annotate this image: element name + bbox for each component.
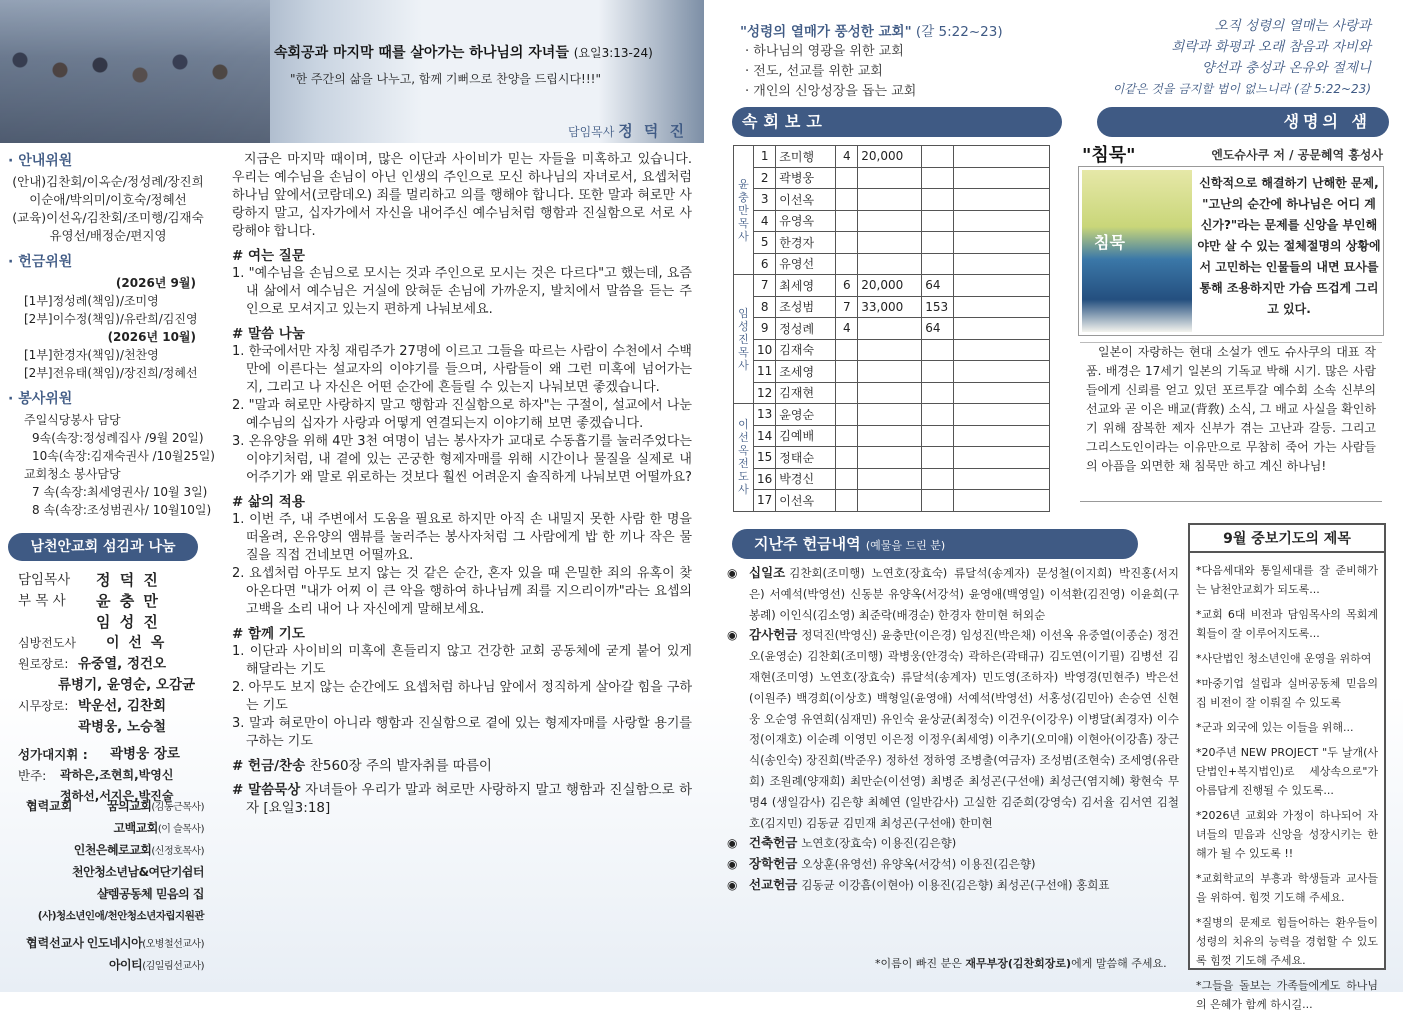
prayer-item: *마중기업 설립과 실버공동체 믿음의집 비전이 잘 이뤄질 수 있도록: [1196, 677, 1378, 709]
staff-row: 담임목사 정 덕 진: [18, 571, 160, 589]
prayer-title: 9월 중보기도의 제목: [1190, 525, 1384, 553]
guide-line: (교육)이선옥/김찬회/조미행/김재숙: [12, 210, 204, 225]
report-cell: 곽병웅: [776, 167, 836, 189]
report-cell: [954, 468, 1050, 490]
prayer-item: *사단법인 청소년인애 운영을 위하여: [1196, 652, 1372, 665]
prayer-item: *군과 외국에 있는 이들을 위해...: [1196, 721, 1354, 734]
report-cell: 20,000: [858, 146, 922, 168]
report-row: [734, 210, 1050, 232]
report-cell: 한경자: [776, 232, 836, 254]
report-cell: [922, 253, 954, 275]
verse-line: 오직 성령의 열매는 사랑과: [1214, 18, 1371, 34]
partner-row: 협력교회 꿈의교회(김동근목사): [26, 799, 204, 813]
guide-line: 이순애/박의미/이호숙/정혜선: [29, 192, 187, 207]
report-cell: [836, 189, 858, 211]
report-cell: 20,000: [858, 275, 922, 297]
report-cell: 9: [754, 318, 776, 340]
report-cell: 박경신: [776, 468, 836, 490]
report-cell: [836, 167, 858, 189]
report-row: [734, 189, 1050, 211]
prayer-item: *그들을 돌보는 가족들에게도 하나님의 은혜가 함께 하시길...: [1196, 979, 1378, 1011]
staff-list: [18, 570, 204, 807]
report-cell: [858, 210, 922, 232]
section-item: 1. "예수님을 손님으로 모시는 것과 주인으로 모시는 것은 다르다"고 했는데, 요즘 내 삶에서 예수님은 거실에 앉혀둔 손님에 가까운지, 발치에서 말씀을 듣는 주인으로 모셔지고 있는지 편하게 나눠보세요.: [232, 266, 692, 317]
staff-row: 심방전도사 이 선 옥: [18, 635, 167, 651]
report-row: [734, 318, 1050, 340]
report-cell: [954, 210, 1050, 232]
section-heading: # 함께 기도: [232, 626, 305, 642]
report-cell: 5: [754, 232, 776, 254]
staff-row: 임 성 진: [96, 613, 160, 631]
report-cell: 16: [754, 468, 776, 490]
report-cell: [954, 318, 1050, 340]
report-cell: [922, 447, 954, 469]
report-cell: [922, 468, 954, 490]
motto-item: · 개인의 신앙성장을 돕는 교회: [745, 82, 916, 102]
report-cell: 64: [922, 318, 954, 340]
report-cell: [858, 425, 922, 447]
report-row: [734, 425, 1050, 447]
staff-row: 반주: 곽하은,조현희,박영신: [18, 768, 174, 783]
report-row: [734, 232, 1050, 254]
motto-list: [745, 42, 916, 102]
report-cell: 김재숙: [776, 339, 836, 361]
month-label: (2026년 10월): [107, 330, 196, 344]
guide-line: (안내)김찬회/이옥순/정성례/장진희: [12, 174, 204, 189]
staff-row: 성가대지휘 : 곽병웅 장로: [18, 746, 180, 762]
money-heading: · 헌금위원: [8, 253, 208, 271]
section-item: 1. 이번 주, 내 주변에서 도움을 필요로 하지만 아직 손 내밀지 못한 사람 한 명을 떠올려, 온유양의 앰뷰를 눌러주는 봉사자처럼 그 사람에게 밥 한 끼나 작은 물질을 직접 건네보면 어떨까요.: [232, 512, 692, 563]
serve-line: 교회청소 봉사담당: [24, 467, 121, 481]
report-cell: 최세영: [776, 275, 836, 297]
hymn-line: # 헌금/찬송 찬560장 주의 발자취를 따름이: [232, 758, 492, 774]
report-cell: [954, 361, 1050, 383]
report-cell: 15: [754, 447, 776, 469]
report-cell: [922, 232, 954, 254]
report-cell: 8: [754, 296, 776, 318]
staff-row: 부 목 사 윤 충 만: [18, 592, 160, 610]
report-cell: 4: [754, 210, 776, 232]
money-line: [1부]정성례(책임)/조미영: [24, 294, 159, 308]
report-cell: [922, 425, 954, 447]
offering-title: 지난주 헌금내역 (예물을 드린 분): [732, 529, 1138, 559]
report-row: [734, 253, 1050, 275]
offering-item: ◉ 감사헌금 정덕진(박영신) 윤충만(이은경) 임성진(박은채) 이선옥 유중열(이종순) 정건오(윤영순) 김찬회(조미행) 곽병웅(안경숙) 곽하은(곽태규) 김도연(이기필) 김병선 김재현(조미영) 노연호(장효숙) 류달석(송계자) 민도영(조하자) 박영경(민현주) 박은선(이원주) 백경희(이상호) 백형일(윤영애) 서예석(박영선) 서홍성(김민아) 손승연 신현웅 오순영 유연희(심재민) 유인숙 윤상균(최정숙) 이건우(이강우) 이병달(최경자) 이수정(이재호) 이순례 이영민 이은정 이정우(최세영) 이추기(오미애) 이현아(이강흠) 장근식(송인숙) 장진희(박준우) 정하선 정하영 조병출(여금자) 조성범(조현숙) 조세영(유란희) 조원례(양재희) 최만순(이선영) 최병준 최성곤(구선애) 최성근(염지혜) 황현숙 무명4 (생일감사) 김은향 최혜연 (일반감사) 고실한 김준희(강영숙) 김서율 김서연 김철호(김지민) 김동균 김민재 최성곤(구선애) 한미현: [725, 625, 1179, 833]
report-cell: 7: [836, 296, 858, 318]
report-row: [734, 447, 1050, 469]
report-cell: [954, 189, 1050, 211]
report-row: [734, 339, 1050, 361]
report-cell: 정태순: [776, 447, 836, 469]
report-cell: [836, 468, 858, 490]
report-cell: 3: [754, 189, 776, 211]
report-cell: 64: [922, 275, 954, 297]
report-cell: 조성범: [776, 296, 836, 318]
report-cell: [836, 210, 858, 232]
report-cell: [954, 404, 1050, 426]
lesson-subtitle: "한 주간의 삶을 나누고, 함께 기뻐으로 찬양을 드립시다!!!": [290, 72, 602, 86]
report-cell: [836, 490, 858, 512]
report-cell: [922, 339, 954, 361]
report-cell: 유영옥: [776, 210, 836, 232]
congregation-photo: [0, 0, 270, 143]
partner-row: 고백교회(이 슬목사): [113, 821, 204, 835]
verse-line: 희락과 화평과 오래 참음과 자비와: [1171, 39, 1371, 55]
report-cell: [954, 167, 1050, 189]
partner-row: 샬렘공동체 믿음의 집: [96, 887, 204, 901]
report-row: [734, 275, 1050, 297]
report-row: [734, 167, 1050, 189]
partner-list: [26, 796, 204, 977]
report-cell: 10: [754, 339, 776, 361]
report-cell: [954, 275, 1050, 297]
report-cell: [858, 404, 922, 426]
prayer-item: *2026년 교회와 가정이 하나되어 자녀들의 믿음과 신앙을 성장시키는 한 해가 될 수 있도록 !!: [1196, 809, 1378, 860]
report-cell: [954, 296, 1050, 318]
life-title: 생명의 샘: [1097, 107, 1389, 137]
prayer-item: *다음세대와 통일세대를 잘 준비해가는 남천안교회가 되도록...: [1196, 564, 1378, 596]
staff-row: 원로장로: 유중열, 정건오: [18, 656, 167, 672]
church-motto: "성령의 열매가 풍성한 교회" (갈 5:22~23): [740, 24, 1003, 40]
report-cell: [954, 425, 1050, 447]
partner-row: 아이티(김일림선교사): [108, 958, 204, 972]
report-cell: 김예배: [776, 425, 836, 447]
report-row: [734, 296, 1050, 318]
report-cell: [858, 468, 922, 490]
report-row: [734, 404, 1050, 426]
report-cell: 13: [754, 404, 776, 426]
report-cell: [954, 447, 1050, 469]
partner-row: 천안청소년남&여단기쉼터: [72, 865, 204, 879]
section-heading: # 말씀 나눔: [232, 326, 305, 342]
serve-line: 주일식당봉사 담당: [24, 413, 121, 427]
money-line: [2부]전유태(책임)/장진희/정혜선: [24, 366, 198, 380]
report-cell: 김재현: [776, 382, 836, 404]
prayer-item: *20주년 NEW PROJECT "두 날개(사단법인+복지법인)로 세상속으로"가 아름답게 진행될 수 있도록...: [1196, 746, 1378, 797]
report-cell: 6: [836, 275, 858, 297]
group-report-table: [733, 145, 1050, 512]
report-cell: [922, 382, 954, 404]
report-cell: [836, 232, 858, 254]
book-meta: 엔도슈사쿠 저 / 공문혜역 홍성사: [1211, 148, 1383, 162]
report-cell: [836, 361, 858, 383]
section-item: 2. "말과 혀로만 사랑하지 말고 행함과 진실함으로 하자"는 구절이, 설교에서 나눈 예수님의 십자가 사랑과 어떻게 연결되는지 이야기해 보면 좋겠습니다.: [232, 398, 692, 431]
report-cell: 7: [754, 275, 776, 297]
section-heading: # 여는 질문: [232, 248, 305, 264]
staff-row: 시무장로: 박운선, 김찬회: [18, 698, 167, 714]
serve-heading: · 봉사위원: [8, 390, 208, 408]
serve-line: 7 속(속장:최세영권사/ 10월 3일): [32, 485, 208, 499]
report-cell: [954, 232, 1050, 254]
offering-item: ◉ 십일조 김찬회(조미행) 노연호(장효숙) 류달석(송계자) 문성철(이지희) 박진홍(서지은) 서예석(박영선) 신동분 유양옥(서강석) 윤영애(백영일) 이석환(김진영) 이윤희(구봉례) 이인식(김소영) 최준락(배경순) 한경자 한미현 허외순: [725, 563, 1179, 625]
section-heading: # 삶의 적용: [232, 494, 305, 510]
prayer-list: [1190, 553, 1384, 1014]
report-cell: 4: [836, 318, 858, 340]
prayer-item: *교회 6대 비전과 담임목사의 목회계획들이 잘 이루어지도록...: [1196, 608, 1378, 640]
money-line: [2부]이수정(책임)/유란희/김진영: [24, 312, 198, 326]
report-row: [734, 361, 1050, 383]
section-item: 2. 아무도 보지 않는 순간에도 요셉처럼 하나님 앞에서 정직하게 살아갈 힘을 구하는 기도: [232, 680, 692, 713]
fruits-verse: [1113, 16, 1371, 100]
report-cell: 조세영: [776, 361, 836, 383]
offering-item: ◉ 선교헌금 김동균 이강흠(이현아) 이용진(김은향) 최성곤(구선애) 홍희표: [725, 875, 1179, 896]
report-cell: [954, 490, 1050, 512]
report-cell: 6: [754, 253, 776, 275]
report-cell: [954, 339, 1050, 361]
guide-line: 유영선/배정순/편지영: [49, 228, 167, 243]
month-label: (2026년 9월): [115, 276, 196, 290]
section-item: 2. 요셉처럼 아무도 보지 않는 것 같은 순간, 혼자 있을 때 은밀한 죄의 유혹이 찾아온다면 "내가 어찌 이 큰 악을 행하여 하나님께 죄를 지으리이까"라는 요셉의 고백을 소리 내어 나 자신에게 말해보세요.: [232, 566, 692, 617]
verse-line: 양선과 충성과 온유와 절제니: [1201, 60, 1371, 76]
church-badge: 남천안교회 섬김과 나눔: [8, 533, 198, 561]
report-cell: [836, 404, 858, 426]
report-row: [734, 382, 1050, 404]
staff-row: 류병기, 윤영순, 오감균: [58, 677, 196, 693]
report-cell: 정성례: [776, 318, 836, 340]
report-group-label: 임 성 진 목 사: [734, 275, 754, 404]
report-cell: [836, 339, 858, 361]
report-cell: 12: [754, 382, 776, 404]
staff-row: 곽병웅, 노승철: [78, 719, 167, 735]
report-cell: 1: [754, 146, 776, 168]
intro-paragraph: 지금은 마지막 때이며, 많은 이단과 사이비가 믿는 자들을 미혹하고 있습니다. 우리는 예수님을 손님이 아닌 인생의 주인으로 모신 하나님의 자녀로서, 요셉처럼 하나님 앞에서(코람데오) 죄를 멀리하고 의를 행해야 합니다. 또한 말과 혀로만 사랑하지 말고, 십자가에서 자신을 내어주신 예수님처럼 행함과 진실함으로 서로 사랑해야 합니다.: [232, 152, 692, 239]
prayer-box: [1188, 523, 1386, 1011]
staff-row: 정하선,서지은,박진술: [60, 789, 174, 803]
serve-line: 9속(속장:정성례집사 /9월 20일): [32, 431, 204, 445]
book-description: 일본이 자랑하는 현대 소설가 엔도 슈사쿠의 대표 작품. 배경은 17세기 일본의 기독교 박해 시기. 많은 사람들에게 신뢰를 얻고 있던 포르투갈 예수회 소속 신부의 선교와 곧 이은 배교(背敎) 소식, 그 배교 사실을 확인하기 위해 잠복한 제자 신부가 겪는 고난과 갈등. 그리고 그리스도인이라는 이유만으로 무참히 죽어 가는 사람들의 아픔을 외면한 채 침묵만 하고 계신 하나님!: [1080, 342, 1382, 502]
report-cell: 이선옥: [776, 490, 836, 512]
prayer-item: *교회학교의 부흥과 학생들과 교사들을 위하여. 힘껏 기도해 주세요.: [1196, 872, 1378, 904]
report-cell: 14: [754, 425, 776, 447]
report-cell: [858, 382, 922, 404]
report-cell: [954, 146, 1050, 168]
report-cell: 11: [754, 361, 776, 383]
book-blurb: 신학적으로 해결하기 난해한 문제, "고난의 순간에 하나님은 어디 계신가?"라는 문제를 신앙을 부인해야만 살 수 있는 절체절명의 상황에서 고민하는 인물들의 내면 묘사를 통해 조용하지만 가슴 뜨겁게 그리고 있다.: [1197, 176, 1381, 316]
pastor-credit: 담임목사 정 덕 진: [568, 122, 688, 140]
book-title: "침묵": [1082, 145, 1136, 166]
report-cell: 153: [922, 296, 954, 318]
report-cell: [922, 361, 954, 383]
report-cell: [858, 232, 922, 254]
report-cell: [858, 447, 922, 469]
report-group-label: 윤 충 만 목 사: [734, 146, 754, 275]
partner-row: 인천은혜로교회(신정호목사): [73, 843, 204, 857]
report-cell: [836, 382, 858, 404]
money-line: [1부]한경자(책임)/천찬영: [24, 348, 159, 362]
report-cell: [954, 382, 1050, 404]
report-row: [734, 490, 1050, 512]
report-cell: [954, 253, 1050, 275]
report-cell: 윤영순: [776, 404, 836, 426]
report-title: 속회보고: [732, 107, 1062, 137]
report-cell: [836, 447, 858, 469]
offering-item: ◉ 장학헌금 오상훈(유영선) 유양옥(서강석) 이용진(김은향): [725, 854, 1179, 875]
lesson-title: 속회공과 마지막 때를 살아가는 하나님의 자녀들 (요일3:13-24): [274, 45, 653, 61]
report-cell: [922, 167, 954, 189]
lesson-body: [232, 151, 692, 817]
report-cell: [922, 490, 954, 512]
verse-line: 이같은 것을 금지할 법이 없느니라 (갈 5:22~23): [1112, 82, 1371, 96]
offering-note: *이름이 빠진 분은 재무부장(김찬회장로)에게 말씀해 주세요.: [875, 957, 1167, 970]
report-cell: [922, 146, 954, 168]
motto-item: · 전도, 선교를 위한 교회: [745, 62, 916, 82]
meditation-line: # 말씀묵상 자녀들아 우리가 말과 혀로만 사랑하지 말고 행함과 진실함으로 하자 [요일3:18]: [232, 782, 693, 816]
offering-list: [725, 563, 1179, 896]
report-group-label: 이 선 옥 전 도 사: [734, 404, 754, 512]
book-cover-image: 침묵: [1082, 170, 1192, 332]
report-row: [734, 468, 1050, 490]
report-cell: [858, 167, 922, 189]
report-cell: 2: [754, 167, 776, 189]
section-item: 1. 이단과 사이비의 미혹에 흔들리지 않고 건강한 교회 공동체에 굳게 붙어 있게 해달라는 기도: [232, 644, 692, 677]
partner-row: 협력선교사 인도네시아(오병철선교사): [26, 936, 204, 950]
report-cell: [858, 361, 922, 383]
left-sidebar: [8, 148, 215, 519]
report-cell: 조미행: [776, 146, 836, 168]
report-cell: [922, 210, 954, 232]
report-cell: 4: [836, 146, 858, 168]
report-cell: 33,000: [858, 296, 922, 318]
serve-line: 10속(속장:김재숙권사 /10월25일): [32, 449, 215, 463]
serve-line: 8 속(속장:조성범권사/ 10월10일): [32, 503, 212, 517]
report-cell: [858, 189, 922, 211]
report-cell: [858, 490, 922, 512]
report-cell: [836, 425, 858, 447]
offering-item: ◉ 건축헌금 노연호(장효숙) 이용진(김은향): [725, 833, 1179, 854]
report-cell: [922, 404, 954, 426]
section-item: 3. 말과 혀로만이 아니라 행함과 진실함으로 곁에 있는 형제자매를 사랑할 용기를 구하는 기도: [232, 716, 692, 749]
guide-heading: · 안내위원: [8, 152, 208, 170]
report-row: [734, 146, 1050, 168]
report-cell: 유영선: [776, 253, 836, 275]
report-cell: [922, 189, 954, 211]
report-cell: [858, 253, 922, 275]
section-item: 1. 한국에서만 자칭 재림주가 27명에 이르고 그들을 따르는 사람이 수천에서 수백만에 이른다는 설교자의 이야기를 들으며, 사람들이 왜 그런 미혹에 넘어가는지, 그리고 나 자신은 어떤 순간에 흔들릴 수 있는지 나눠보면 좋겠습니다.: [232, 344, 692, 395]
partner-row: (사)청소년인애/천안청소년자립지원관: [37, 910, 204, 922]
report-cell: [858, 339, 922, 361]
report-cell: [858, 318, 922, 340]
motto-item: · 하나님의 영광을 위한 교회: [745, 42, 916, 62]
book-box: [1078, 166, 1384, 336]
report-cell: 이선옥: [776, 189, 836, 211]
prayer-item: *질병의 문제로 힘들어하는 환우들이 성령의 치유의 능력을 경험할 수 있도록 힘껏 기도해 주세요.: [1196, 916, 1378, 967]
section-item: 3. 온유양을 위해 4만 3천 여명이 넘는 봉사자가 교대로 수동흡기를 눌러주었다는 이야기처럼, 내 곁에 있는 곤궁한 형제자매를 위해 시간이나 물질을 실제로 내어주기가 왜 말로 위로하는 것보다 훨씬 어려운지 솔직하게 나눠보면 어떨까요?: [232, 434, 692, 485]
report-cell: [836, 253, 858, 275]
report-cell: 17: [754, 490, 776, 512]
